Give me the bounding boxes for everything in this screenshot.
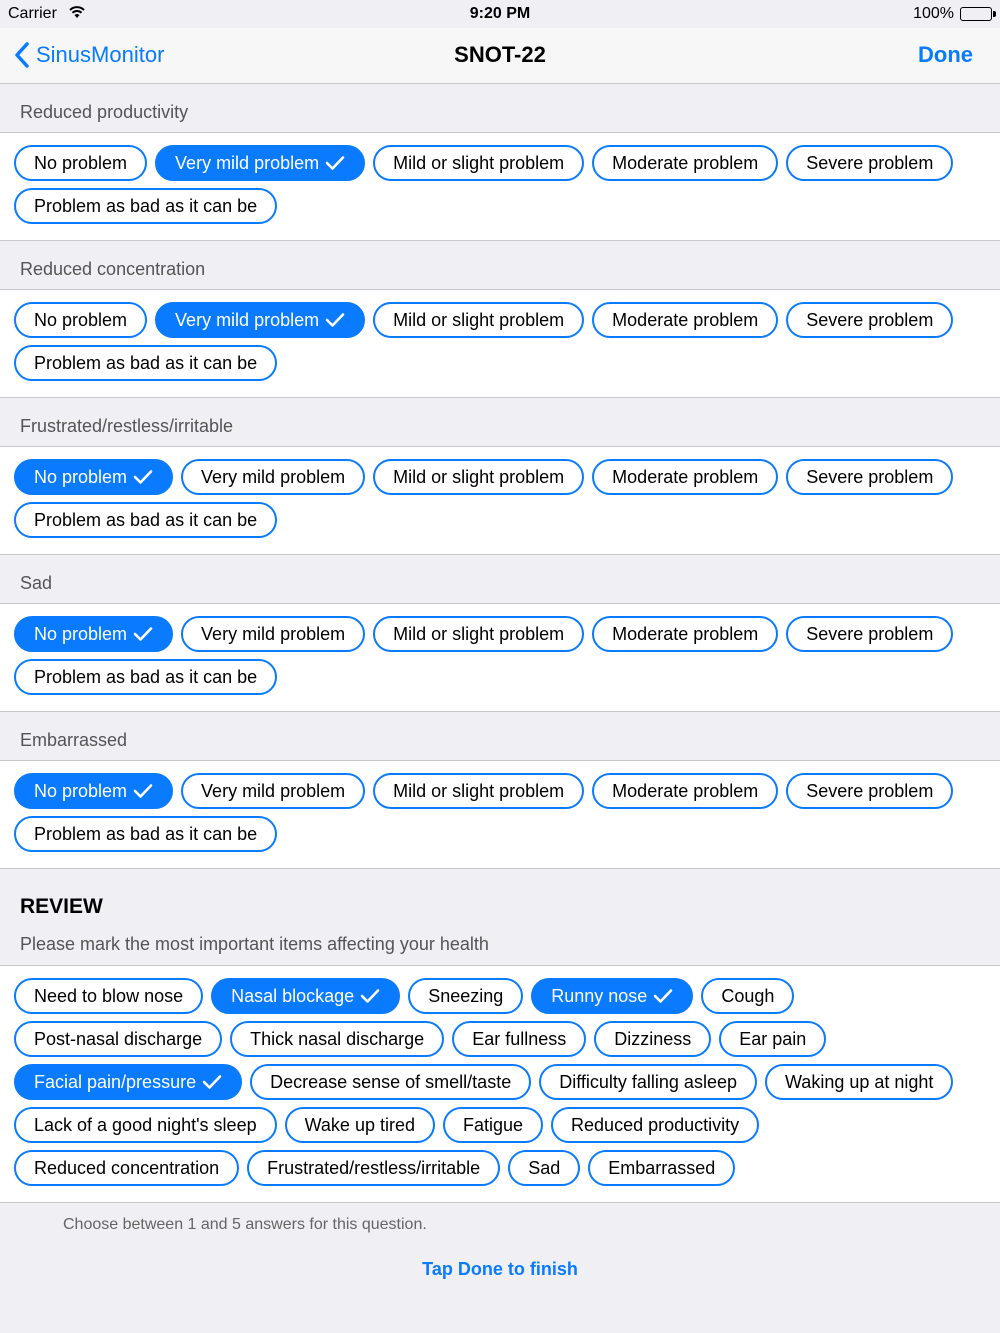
answer-option-chip[interactable]	[373, 773, 584, 809]
checkmark-icon	[325, 312, 345, 328]
review-item-chip[interactable]	[539, 1064, 757, 1100]
answer-option-chip-label: Severe problem	[806, 780, 934, 801]
answer-option-chip-label: Moderate problem	[612, 466, 759, 487]
answer-option-chip[interactable]	[155, 302, 365, 338]
review-item-chip[interactable]	[250, 1064, 531, 1100]
answer-option-chip[interactable]	[592, 302, 778, 338]
review-item-chip-label: Ear pain	[739, 1028, 807, 1049]
answer-option-chip[interactable]	[14, 345, 277, 381]
answer-option-chip-label: Very mild problem	[201, 623, 346, 644]
review-item-chip-label: Reduced productivity	[571, 1114, 740, 1135]
review-item-chip[interactable]	[247, 1150, 500, 1186]
review-item-chip-label: Fatigue	[462, 1114, 524, 1135]
review-item-chip[interactable]	[551, 1107, 759, 1143]
answer-option-chip-label: Very mild problem	[201, 466, 346, 487]
answer-option-chip-label: Severe problem	[806, 623, 934, 644]
answer-option-chip[interactable]	[592, 459, 778, 495]
review-item-chip-label: Nasal blockage	[231, 985, 355, 1006]
back-button-label: SinusMonitor	[36, 42, 165, 67]
review-item-chip-label: Wake up tired	[304, 1114, 415, 1135]
answer-options	[0, 132, 1000, 241]
review-item-chip[interactable]	[701, 978, 794, 1014]
answer-option-chip[interactable]	[181, 773, 365, 809]
answer-option-chip[interactable]	[592, 616, 778, 652]
checkmark-icon	[133, 783, 153, 799]
answer-option-chip[interactable]	[373, 145, 584, 181]
battery-percent: 100%	[913, 5, 954, 22]
review-item-chip[interactable]	[531, 978, 693, 1014]
review-item-chip[interactable]	[14, 1150, 239, 1186]
checkmark-icon	[360, 988, 380, 1004]
review-item-chip[interactable]	[230, 1021, 444, 1057]
answer-option-chip[interactable]	[14, 816, 277, 852]
review-item-chip-label: Difficulty falling asleep	[559, 1071, 737, 1092]
answer-option-chip[interactable]	[14, 145, 147, 181]
answer-option-chip-label: Problem as bad as it can be	[34, 509, 258, 530]
review-item-chip-label: Sad	[528, 1157, 561, 1178]
review-item-chip-label: Post-nasal discharge	[34, 1028, 203, 1049]
answer-option-chip-label: Mild or slight problem	[393, 152, 565, 173]
review-item-chip[interactable]	[14, 1064, 242, 1100]
question-label: Sad	[0, 555, 1000, 603]
answer-option-chip[interactable]	[373, 302, 584, 338]
review-item-chip[interactable]	[719, 1021, 826, 1057]
question-label: Embarrassed	[0, 712, 1000, 760]
answer-option-chip-label: No problem	[34, 780, 128, 801]
answer-option-chip[interactable]	[786, 302, 953, 338]
checkmark-icon	[202, 1074, 222, 1090]
answer-option-chip[interactable]	[373, 459, 584, 495]
review-item-chip-label: Frustrated/restless/irritable	[267, 1157, 481, 1178]
review-item-chip[interactable]	[443, 1107, 543, 1143]
review-item-chip-label: Thick nasal discharge	[250, 1028, 425, 1049]
answer-limit-note: Choose between 1 and 5 answers for this question.	[63, 1216, 427, 1233]
status-bar	[0, 0, 1000, 28]
answer-option-chip[interactable]	[14, 773, 173, 809]
answer-option-chip-label: Mild or slight problem	[393, 780, 565, 801]
answer-option-chip[interactable]	[786, 145, 953, 181]
done-button[interactable]: Done	[918, 42, 973, 67]
carrier-label: Carrier	[8, 5, 57, 22]
review-item-chip-label: Waking up at night	[784, 1071, 934, 1092]
answer-option-chip-label: Moderate problem	[612, 309, 759, 330]
answer-option-chip-label: No problem	[34, 623, 128, 644]
review-item-chip[interactable]	[408, 978, 523, 1014]
review-item-chip[interactable]	[14, 1021, 222, 1057]
answer-option-chip[interactable]	[14, 302, 147, 338]
answer-option-chip-label: No problem	[34, 309, 128, 330]
question-label: Reduced productivity	[0, 84, 1000, 132]
answer-option-chip-label: Moderate problem	[612, 780, 759, 801]
review-item-chip[interactable]	[594, 1021, 711, 1057]
review-item-chip-label: Sneezing	[428, 985, 504, 1006]
answer-options	[0, 446, 1000, 555]
answer-option-chip-label: Moderate problem	[612, 152, 759, 173]
review-options	[0, 965, 1000, 1203]
review-item-chip[interactable]	[588, 1150, 735, 1186]
finish-hint-link[interactable]: Tap Done to finish	[422, 1259, 578, 1279]
answer-option-chip[interactable]	[786, 773, 953, 809]
review-item-chip[interactable]	[285, 1107, 435, 1143]
review-item-chip[interactable]	[765, 1064, 953, 1100]
answer-option-chip[interactable]	[14, 659, 277, 695]
answer-option-chip-label: Mild or slight problem	[393, 623, 565, 644]
answer-option-chip-label: Severe problem	[806, 152, 934, 173]
answer-options	[0, 289, 1000, 398]
review-item-chip[interactable]	[14, 978, 203, 1014]
answer-option-chip-label: Mild or slight problem	[393, 309, 565, 330]
answer-option-chip[interactable]	[592, 773, 778, 809]
answer-option-chip-label: Severe problem	[806, 466, 934, 487]
answer-option-chip-label: Very mild problem	[175, 152, 320, 173]
answer-option-chip-label: Very mild problem	[175, 309, 320, 330]
question-list	[0, 84, 1000, 869]
review-item-chip[interactable]	[452, 1021, 586, 1057]
answer-option-chip-label: Problem as bad as it can be	[34, 666, 258, 687]
page-title: SNOT-22	[454, 42, 546, 67]
question-label: Frustrated/restless/irritable	[0, 398, 1000, 446]
question-label: Reduced concentration	[0, 241, 1000, 289]
answer-option-chip-label: No problem	[34, 152, 128, 173]
review-item-chip-label: Ear fullness	[472, 1028, 567, 1049]
checkmark-icon	[653, 988, 673, 1004]
review-item-chip-label: Cough	[721, 985, 775, 1006]
review-item-chip-label: Facial pain/pressure	[34, 1071, 197, 1092]
checkmark-icon	[133, 626, 153, 642]
survey-content	[0, 84, 1000, 1280]
review-title: REVIEW	[20, 895, 103, 918]
review-header	[0, 869, 1000, 965]
answer-options	[0, 760, 1000, 869]
answer-option-chip[interactable]	[14, 502, 277, 538]
answer-option-chip[interactable]	[14, 459, 173, 495]
review-item-chip-label: Dizziness	[614, 1028, 692, 1049]
review-item-chip[interactable]	[211, 978, 400, 1014]
answer-option-chip-label: Mild or slight problem	[393, 466, 565, 487]
answer-option-chip[interactable]	[181, 459, 365, 495]
review-item-chip-label: Decrease sense of smell/taste	[270, 1071, 512, 1092]
answer-option-chip[interactable]	[786, 459, 953, 495]
review-item-chip-label: Embarrassed	[608, 1157, 716, 1178]
battery-icon	[960, 7, 992, 21]
answer-option-chip-label: No problem	[34, 466, 128, 487]
checkmark-icon	[325, 155, 345, 171]
checkmark-icon	[133, 469, 153, 485]
answer-option-chip[interactable]	[786, 616, 953, 652]
review-item-chip-label: Reduced concentration	[34, 1157, 220, 1178]
answer-option-chip-label: Very mild problem	[201, 780, 346, 801]
answer-option-chip[interactable]	[14, 188, 277, 224]
clock: 9:20 PM	[469, 5, 531, 22]
review-item-chip-label: Runny nose	[551, 985, 648, 1006]
answer-option-chip[interactable]	[592, 145, 778, 181]
answer-option-chip-label: Severe problem	[806, 309, 934, 330]
answer-option-chip[interactable]	[373, 616, 584, 652]
answer-option-chip-label: Moderate problem	[612, 623, 759, 644]
navigation-bar	[0, 28, 1000, 84]
answer-options	[0, 603, 1000, 712]
answer-option-chip[interactable]	[181, 616, 365, 652]
review-item-chip[interactable]	[508, 1150, 580, 1186]
review-subtitle: Please mark the most important items affecting your health	[20, 934, 489, 954]
answer-option-chip-label: Problem as bad as it can be	[34, 352, 258, 373]
review-item-chip-label: Need to blow nose	[34, 985, 184, 1006]
review-item-chip-label: Lack of a good night's sleep	[34, 1114, 257, 1135]
answer-option-chip-label: Problem as bad as it can be	[34, 823, 258, 844]
answer-option-chip[interactable]	[155, 145, 365, 181]
review-item-chip[interactable]	[14, 1107, 277, 1143]
answer-option-chip-label: Problem as bad as it can be	[34, 195, 258, 216]
answer-option-chip[interactable]	[14, 616, 173, 652]
